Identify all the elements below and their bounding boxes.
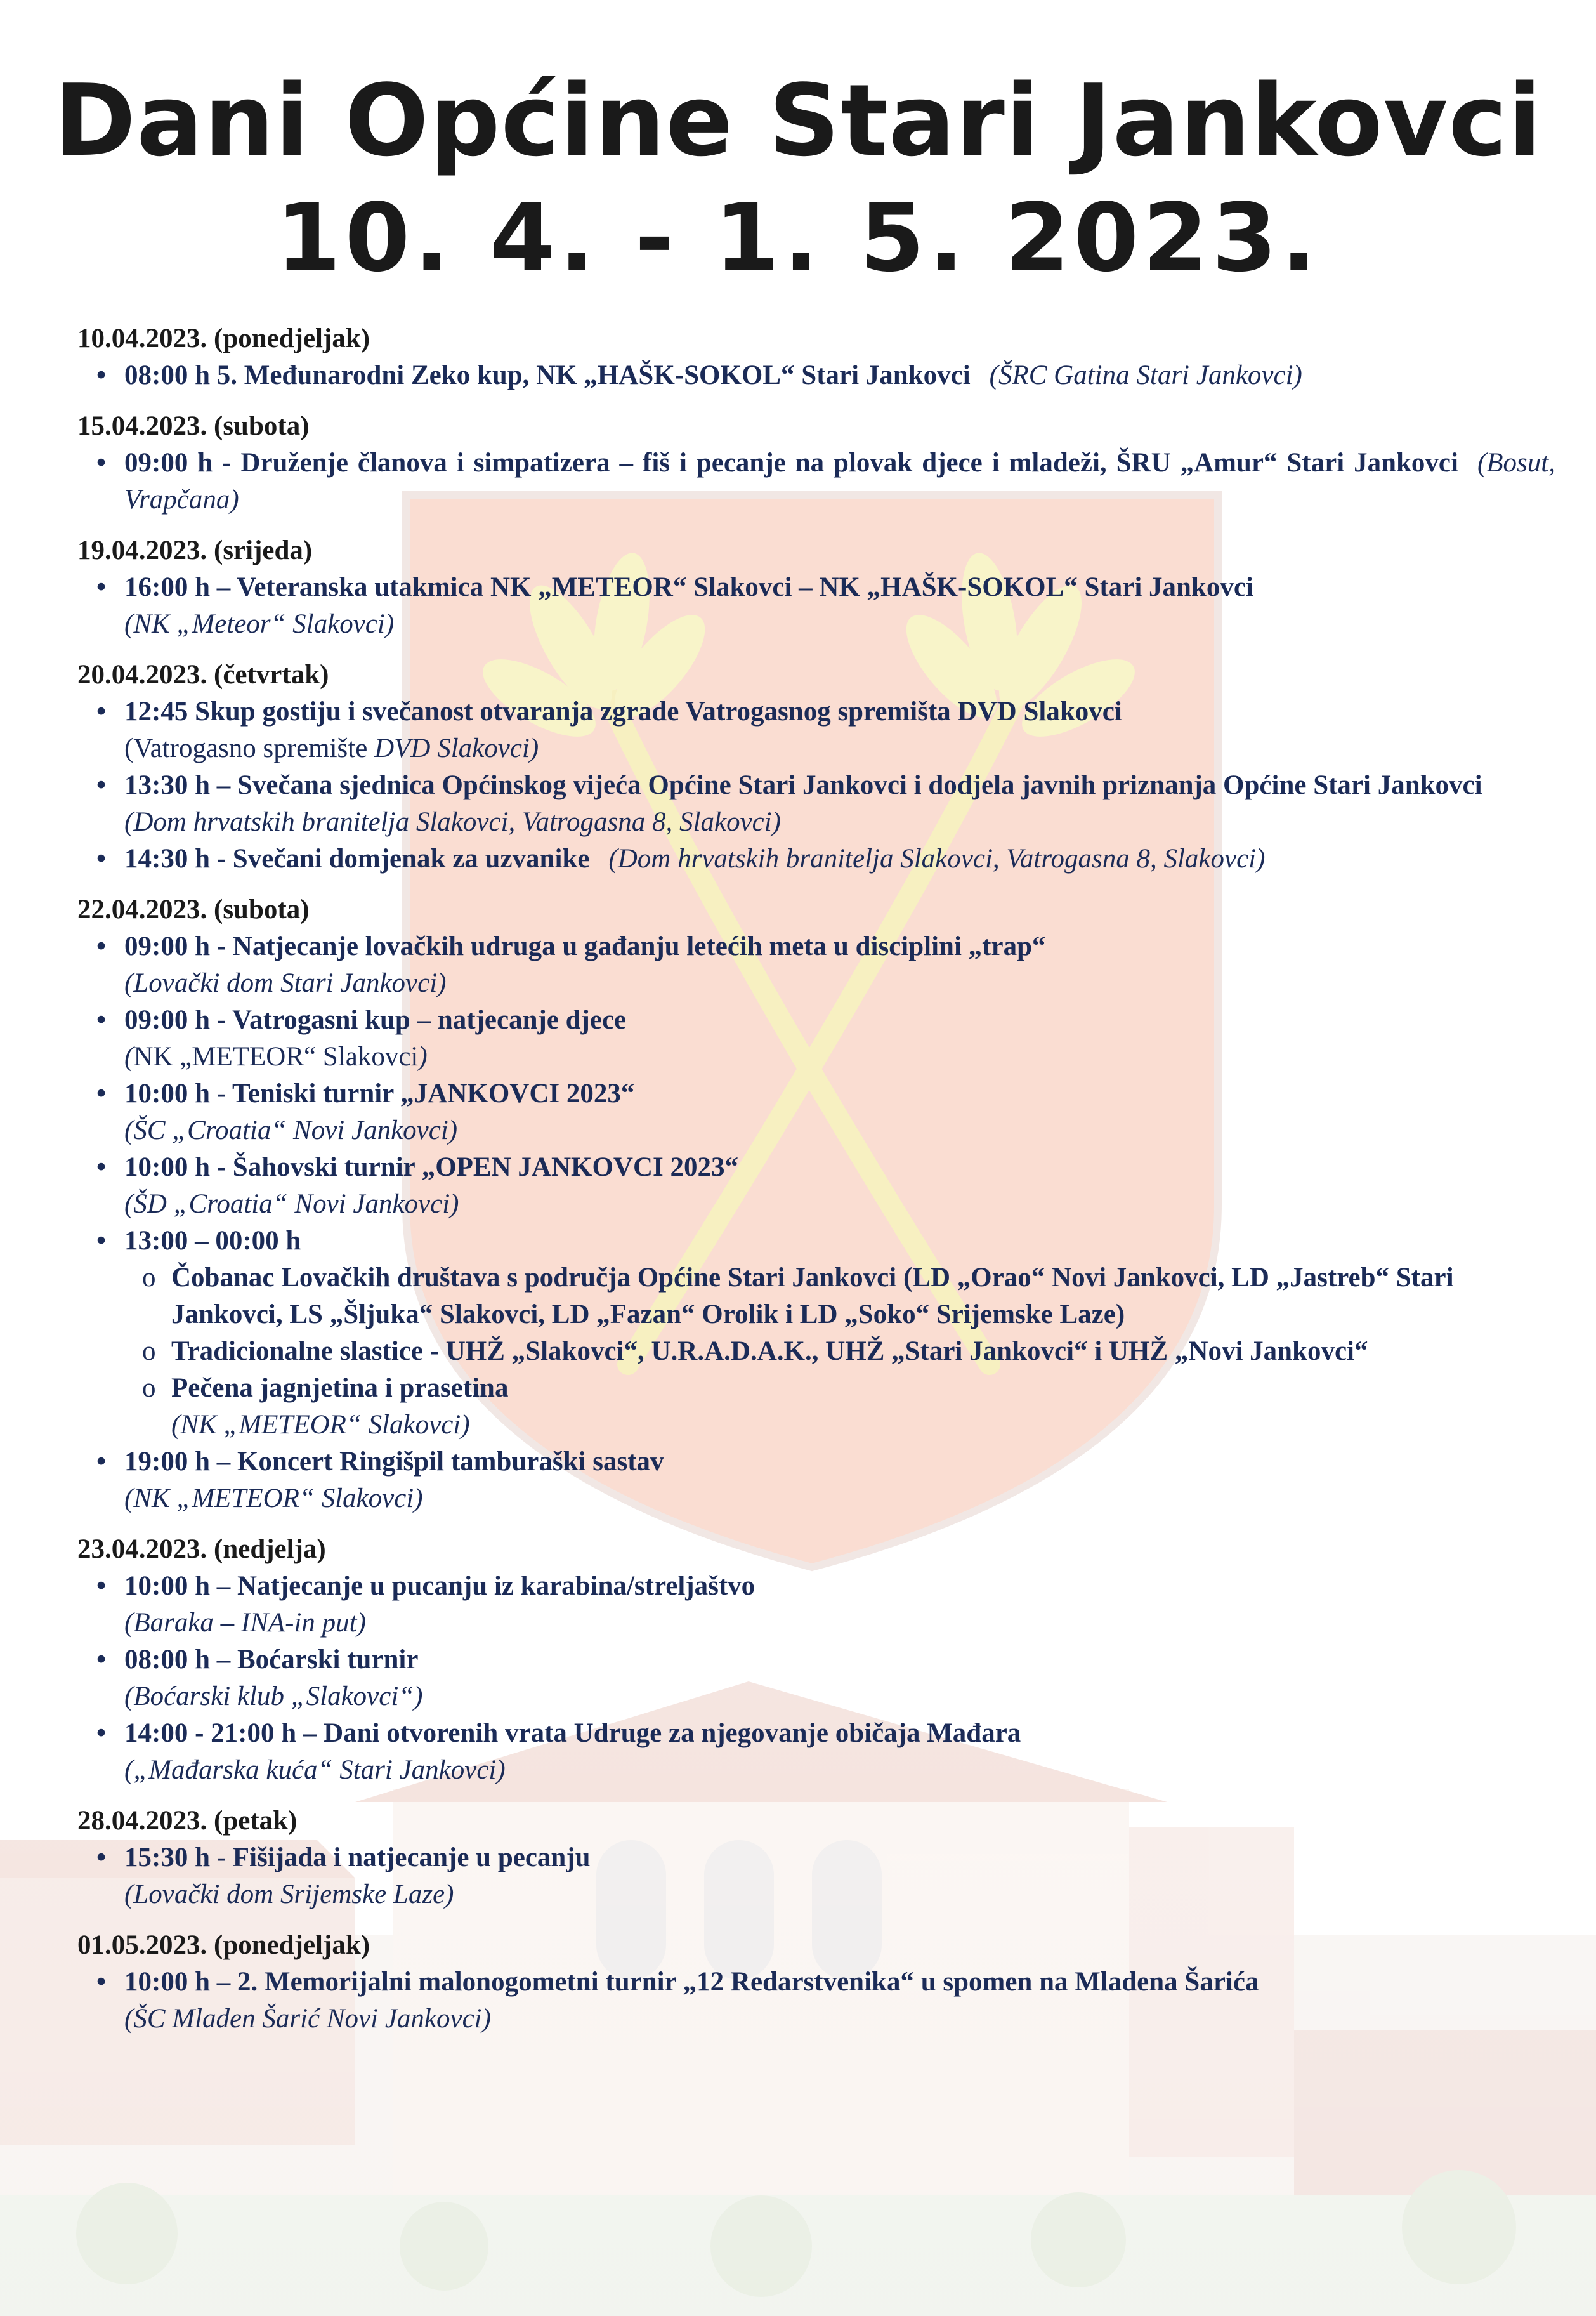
event-place: (Bosut, Vrapčana) xyxy=(124,448,1555,515)
circle-bullet-icon: o xyxy=(142,1336,156,1366)
event-item xyxy=(77,767,1555,841)
event-item xyxy=(77,1642,1555,1715)
event-item xyxy=(77,1715,1555,1789)
bullet-icon: • xyxy=(96,931,107,961)
event-place: (Dom hrvatskih branitelja Slakovci, Vatrogasna 8, Slakovci) xyxy=(124,807,782,837)
event-item xyxy=(77,1223,1555,1444)
event-text: 14:30 h - Svečani domjenak za uzvanike xyxy=(124,844,590,874)
day-section xyxy=(77,1927,1555,2037)
event-place: (ŠRC Gatina Stari Jankovci) xyxy=(989,360,1302,390)
day-date: 15.04.2023. (subota) xyxy=(77,411,310,441)
bullet-icon: • xyxy=(96,1571,107,1601)
event-item xyxy=(77,569,1555,643)
event-text: 19:00 h – Koncert Ringišpil tamburaški sastav xyxy=(124,1447,664,1477)
event-place: DVD Slakovci) xyxy=(374,734,539,763)
event-place: NK „METEOR“ Slakovci xyxy=(133,1042,419,1072)
bullet-icon: • xyxy=(96,1226,107,1256)
event-item xyxy=(77,1076,1555,1149)
event-item xyxy=(77,1568,1555,1642)
bullet-icon: • xyxy=(96,448,107,478)
event-text: 10:00 h – Natjecanje u pucanju iz karabina/streljaštvo xyxy=(124,1571,755,1601)
day-section xyxy=(77,1803,1555,1913)
event-place: (ŠD „Croatia“ Novi Jankovci) xyxy=(124,1189,459,1219)
sub-event-item xyxy=(124,1333,1555,1370)
bullet-icon: • xyxy=(96,1079,107,1109)
bullet-icon: • xyxy=(96,1645,107,1674)
bullet-icon: • xyxy=(96,770,107,800)
event-place: (Dom hrvatskih branitelja Slakovci, Vatrogasna 8, Slakovci) xyxy=(608,844,1266,874)
event-item xyxy=(77,445,1555,518)
bullet-icon: • xyxy=(96,360,107,390)
bullet-icon: • xyxy=(96,1152,107,1182)
day-date: 28.04.2023. (petak) xyxy=(77,1806,298,1836)
event-schedule xyxy=(77,320,1555,2051)
day-date: 01.05.2023. (ponedjeljak) xyxy=(77,1930,370,1960)
event-text: 09:00 h - Vatrogasni kup – natjecanje djece xyxy=(124,1005,627,1035)
event-text: 09:00 h - Druženje članova i simpatizera – fiš i pecanje na plovak djece i mladeži, ŠRU „Amur“ Stari Jankovci xyxy=(124,448,1458,478)
day-date: 23.04.2023. (nedjelja) xyxy=(77,1534,326,1564)
bullet-icon: • xyxy=(96,572,107,602)
event-text: 14:00 - 21:00 h – Dani otvorenih vrata Udruge za njegovanje običaja Mađara xyxy=(124,1718,1021,1748)
day-date: 20.04.2023. (četvrtak) xyxy=(77,660,329,690)
day-section xyxy=(77,892,1555,1517)
event-text: 08:00 h – Boćarski turnir xyxy=(124,1645,419,1674)
event-text: 08:00 h 5. Međunarodni Zeko kup, NK „HAŠK-SOKOL“ Stari Jankovci xyxy=(124,360,971,390)
header xyxy=(0,60,1596,295)
day-date: 10.04.2023. (ponedjeljak) xyxy=(77,324,370,353)
circle-bullet-icon: o xyxy=(142,1373,156,1403)
event-place-close: ) xyxy=(418,1042,428,1072)
circle-bullet-icon: o xyxy=(142,1263,156,1293)
event-item xyxy=(77,1149,1555,1223)
sub-event-item xyxy=(124,1260,1555,1333)
bullet-icon: • xyxy=(96,844,107,874)
event-item xyxy=(77,1964,1555,2037)
day-section xyxy=(77,320,1555,394)
event-place: (NK „Meteor“ Slakovci) xyxy=(124,609,395,639)
event-text: 13:30 h – Svečana sjednica Općinskog vijeća Općine Stari Jankovci i dodjela javnih priznanja Općine Stari Jankovci xyxy=(124,770,1482,800)
event-place: („Mađarska kuća“ Stari Jankovci) xyxy=(124,1755,506,1785)
event-text: 13:00 – 00:00 h xyxy=(124,1226,301,1256)
sub-event-list xyxy=(124,1260,1555,1444)
event-item xyxy=(77,357,1555,394)
event-text: 12:45 Skup gostiju i svečanost otvaranja zgrade Vatrogasnog spremišta DVD Slakovci xyxy=(124,697,1122,727)
event-place: (NK „METEOR“ Slakovci) xyxy=(124,1484,423,1513)
event-item xyxy=(77,928,1555,1002)
event-text: 15:30 h - Fišijada i natjecanje u pecanju xyxy=(124,1843,591,1872)
event-place: (Lovački dom Stari Jankovci) xyxy=(124,968,447,998)
sub-event-text: Pečena jagnjetina i prasetina xyxy=(171,1373,509,1403)
bullet-icon: • xyxy=(96,1718,107,1748)
event-place: (Baraka – INA-in put) xyxy=(124,1608,366,1638)
day-section xyxy=(77,532,1555,643)
bullet-icon: • xyxy=(96,697,107,727)
event-place: (Boćarski klub „Slakovci“) xyxy=(124,1681,423,1711)
event-place: (Lovački dom Srijemske Laze) xyxy=(124,1879,454,1909)
event-place-prefix: (Vatrogasno spremište xyxy=(124,734,368,763)
event-text: 16:00 h – Veteranska utakmica NK „METEOR“ Slakovci – NK „HAŠK-SOKOL“ Stari Jankovci xyxy=(124,572,1253,602)
bullet-icon: • xyxy=(96,1447,107,1477)
bullet-icon: • xyxy=(96,1967,107,1997)
sub-event-item xyxy=(124,1370,1555,1407)
sub-event-text: Tradicionalne slastice - UHŽ „Slakovci“, U.R.A.D.A.K., UHŽ „Stari Jankovci“ i UHŽ „Novi Jankovci“ xyxy=(171,1336,1368,1366)
event-item xyxy=(77,1839,1555,1913)
event-text: 10:00 h – 2. Memorijalni malonogometni turnir „12 Redarstvenika“ u spomen na Mladena Šarića xyxy=(124,1967,1259,1997)
event-text: 10:00 h - Šahovski turnir „OPEN JANKOVCI 2023“ xyxy=(124,1152,739,1182)
day-date: 19.04.2023. (srijeda) xyxy=(77,536,313,565)
bullet-icon: • xyxy=(96,1005,107,1035)
event-place: (ŠC Mladen Šarić Novi Jankovci) xyxy=(124,2004,491,2034)
event-text: 09:00 h - Natjecanje lovačkih udruga u gađanju letećih meta u disciplini „trap“ xyxy=(124,931,1046,961)
event-place-open: ( xyxy=(124,1042,134,1072)
event-text: 10:00 h - Teniski turnir „JANKOVCI 2023“ xyxy=(124,1079,635,1109)
event-dates: 10. 4. - 1. 5. 2023. xyxy=(275,183,1321,293)
event-place: (NK „METEOR“ Slakovci) xyxy=(171,1410,470,1440)
sub-event-text: Čobanac Lovačkih društava s područja Općine Stari Jankovci (LD „Orao“ Novi Jankovci, LD „Jastreb“ Stari Jankovci, LS „Šljuka“ Slakovci, LD „Fazan“ Orolik i LD „Soko“ Srijemske Laze) xyxy=(171,1263,1454,1329)
event-item xyxy=(77,694,1555,767)
day-date: 22.04.2023. (subota) xyxy=(77,895,310,924)
event-item xyxy=(77,1444,1555,1517)
page-title: Dani Općine Stari Jankovci xyxy=(53,63,1543,178)
day-section xyxy=(77,408,1555,518)
day-section xyxy=(77,657,1555,878)
bullet-icon: • xyxy=(96,1843,107,1872)
event-item xyxy=(77,841,1555,878)
event-item xyxy=(77,1002,1555,1076)
day-section xyxy=(77,1531,1555,1789)
event-place: (ŠC „Croatia“ Novi Jankovci) xyxy=(124,1115,458,1145)
